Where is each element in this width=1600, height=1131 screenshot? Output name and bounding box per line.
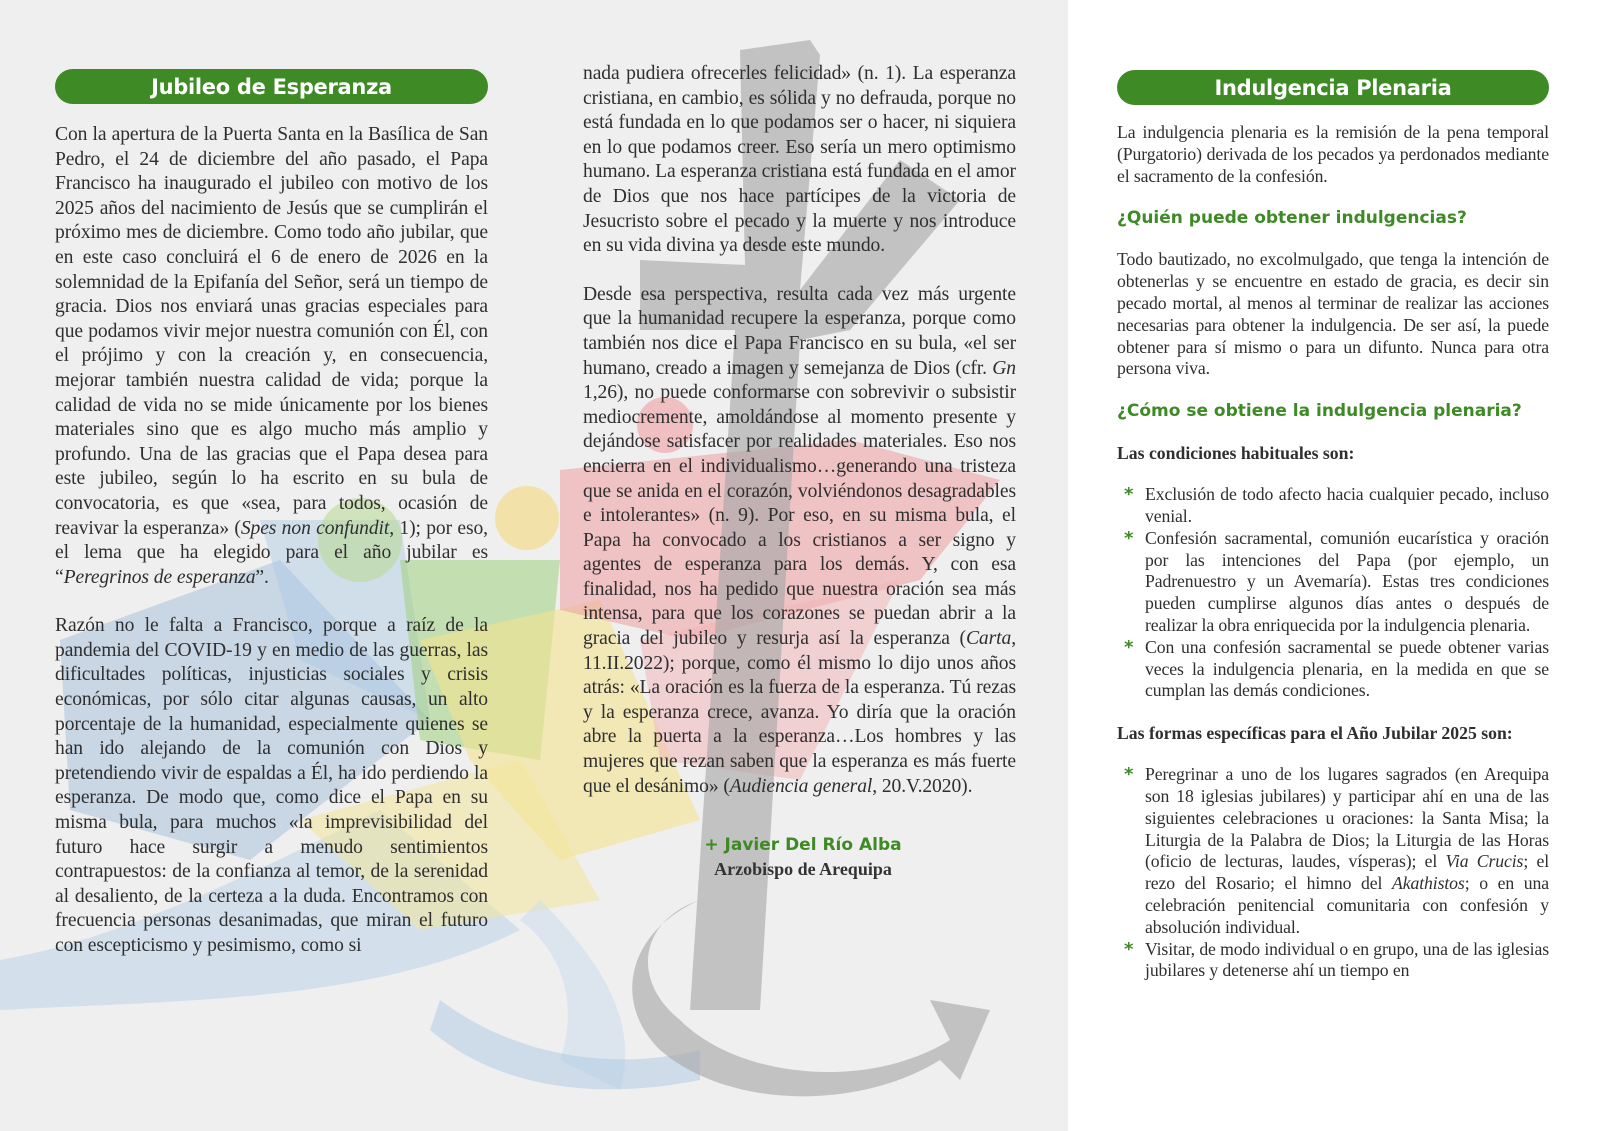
jubileo-paragraph-2: Razón no le falta a Francisco, porque a raíz de la pandemia del COVID-19 y en medio de las guerras, las dificultades políticas, injusticias sociales y crisis económicas, por sólo citar algunas causas, un alto porcentaje de la humanidad, especialmente quienes se han ido alejando de la comunión con Dios y pretendiendo vivir de espaldas a Él, ha ido perdiendo la esperanza. De modo que, como dice el Papa en su misma bula, para muchos «la imprevisibilidad del futuro hace surgir a menudo sentimientos contrapuestos: de la confianza al temor, de la serenidad al desaliento, de la certeza a la duda. Encontramos con frecuencia personas desanimadas, que miran el futuro con escepticismo y pesimismo, como si <box>55 615 488 956</box>
column-right <box>1117 0 1549 982</box>
signature-name: + Javier Del Río Alba <box>704 835 902 856</box>
answer-who: Todo bautizado, no excolmulgado, que tenga la intención de obtenerlas y se encuentre en estado de gracia, es decir sin pecado mortal, al menos al terminar de realizar las acciones necesarias para obtener la indulgencia. De ser así, la puede obtener para sí mismo o para un difunto. Nunca para otra persona viva. <box>1117 249 1549 379</box>
conditions-list <box>1117 484 1549 702</box>
middle-paragraph-2: Desde esa perspectiva, resulta cada vez más urgente que la humanidad recupere la esperanza, porque como también nos dice el Papa Francisco en su bula, «el ser humano, creado a imagen y semejanza de Dios (cfr. Gn 1,26), no puede conformarse con sobrevivir o subsistir mediocremente, amoldándose al momento presente y dejándose satisfacer por realidades materiales. Eso nos encierra en el individualismo…generando una tristeza que se anida en el corazón, volviéndonos desagradables e intolerantes» (n. 9). Por eso, en su misma bula, el Papa ha convocado a los cristianos a ser signo y agentes de esperanza para los demás. Y, con esa finalidad, nos ha pedido que nuestra oración sea más intensa, para que los corazones se puedan abrir a la gracia del jubileo y resurja así la esperanza (Carta, 11.II.2022); porque, como él mismo lo dijo unos años atrás: «La oración es la fuerza de la esperanza. Tú rezas y la esperanza crece, avanza. Yo diría que la oración abre la puerta a la esperanza…Los hombres y las mujeres que rezan saben que la esperanza es más fuerte que el desánimo» (Audiencia general, 20.V.2020). <box>583 283 1016 797</box>
list-item: * Confesión sacramental, comunión eucarística y oración por las intenciones del Papa (por ejemplo, un Padrenuestro y un Avemaría). Estas tres condiciones pueden cumplirse algunos días antes o después de realizar la obra enriquecida por la indulgencia plenaria. <box>1124 527 1549 635</box>
bullet-icon: * <box>1124 484 1134 506</box>
jubileo-paragraph-1: Con la apertura de la Puerta Santa en la Basílica de San Pedro, el 24 de diciembre del año pasado, el Papa Francisco ha inaugurado el jubileo con motivo de los 2025 años del nacimiento de Jesús que se cumplirán el próximo mes de diciembre. Como todo año jubilar, que en este caso concluirá el 6 de enero de 2026 en la solemnidad de la Epifanía del Señor, será un tiempo de gracia. Dios nos enviará unas gracias especiales para que podamos vivir mejor nuestra comunión con Él, con el prójimo y con la creación y, en consecuencia, mejorar también nuestra calidad de vida; porque la calidad de vida no se mide únicamente por los bienes materiales sino que es algo mucho más amplio y profundo. Una de las gracias que el Papa desea para este jubileo, según lo ha escrito en su bula de convocatoria, es que «sea, para todos, ocasión de reavivar la esperanza» (Spes non confundit, 1); por eso, el lema que ha elegido para el año jubilar es “Peregrinos de esperanza”. <box>55 124 488 588</box>
signature-block <box>703 833 903 882</box>
section-title-indulgencia: Indulgencia Plenaria <box>1117 70 1549 105</box>
indulgencia-intro: La indulgencia plenaria es la remisión de la pena temporal (Purgatorio) derivada de los pecados ya perdonados mediante el sacramento de la confesión. <box>1117 122 1549 186</box>
bullet-icon: * <box>1124 938 1134 960</box>
bullet-icon: * <box>1124 636 1134 658</box>
bullet-icon: * <box>1124 764 1134 786</box>
middle-paragraph-1: nada pudiera ofrecerles felicidad» (n. 1). La esperanza cristiana, en cambio, es sólida y no defrauda, porque no está fundada en lo que podamos ser o hacer, ni siquiera en lo que podamos creer. Eso sería un mero optimismo humano. La esperanza cristiana está fundada en el amor de Dios que nos hace partícipes de la victoria de Jesucristo sobre el pecado y la muerte y nos introduce en su vida divina ya desde este mundo. <box>583 63 1016 257</box>
bullet-icon: * <box>1124 527 1134 549</box>
signature-title: Arzobispo de Arequipa <box>714 859 892 880</box>
list-item: * Visitar, de modo individual o en grupo, una de las iglesias jubilares y detenerse ahí un tiempo en <box>1124 938 1549 981</box>
forms-list <box>1117 764 1549 982</box>
forms-heading: Las formas específicas para el Año Jubilar 2025 son: <box>1117 723 1513 744</box>
list-item: * Con una confesión sacramental se puede obtener varias veces la indulgencia plenaria, en la medida en que se cumplan las demás condiciones. <box>1124 636 1549 701</box>
question-how: ¿Cómo se obtiene la indulgencia plenaria? <box>1117 401 1522 422</box>
column-middle <box>583 0 1016 882</box>
list-item: * Exclusión de todo afecto hacia cualquier pecado, incluso venial. <box>1124 484 1549 526</box>
question-who: ¿Quién puede obtener indulgencias? <box>1117 208 1467 229</box>
section-title-jubileo: Jubileo de Esperanza <box>55 69 488 104</box>
column-left <box>55 0 488 959</box>
conditions-heading: Las condiciones habituales son: <box>1117 443 1355 464</box>
list-item: * Peregrinar a uno de los lugares sagrados (en Arequipa son 18 iglesias jubilares) y participar ahí en una de las siguientes celebraciones u oraciones: la Santa Misa; la Liturgia de la Palabra de Dios; la Liturgia de las Horas (oficio de lecturas, laudes, vísperas); el Via Crucis; el rezo del Rosario; el himno del Akathistos; o en una celebración penitencial comunitaria con confesión y absolución individual. <box>1124 764 1550 937</box>
